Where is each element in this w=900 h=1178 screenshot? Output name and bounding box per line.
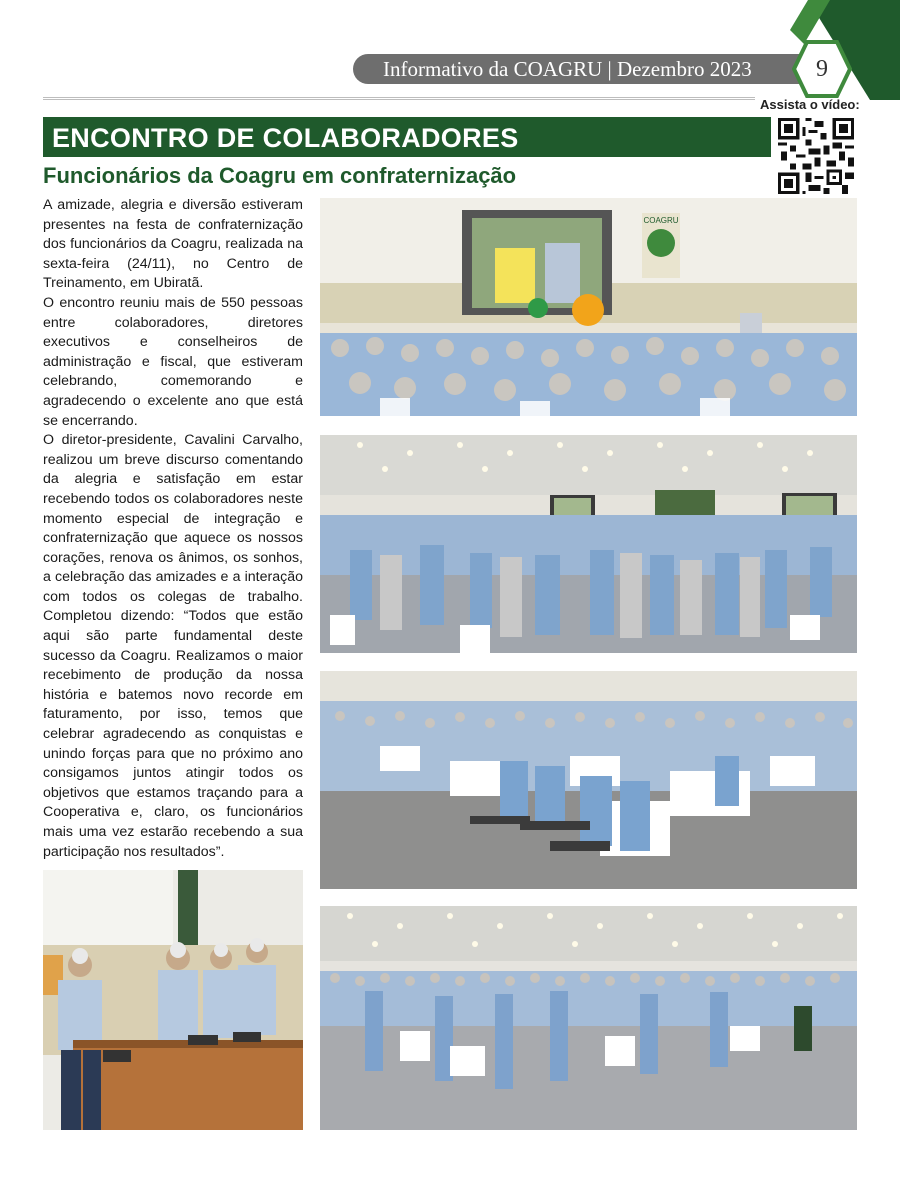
article-paragraph: O diretor-presidente, Cavalini Carvalho, realizou um breve discurso comentando da alegria e satisfação em estar recebendo todos os colaboradores neste momento especial de integração e confraternização que aquece os nossos corações, renova os ânimos, os sonhos, a celebração das amizades e a interação com todos os colegas de trabalho. Completou dizendo: “Todos que estão aqui são parte fundamental deste sucesso da Coagru. Realizamos o maior recebimento de produção da nossa história e batemos novo recorde em faturamento, por isso, temos que celebrar agradecendo as conquistas e unindo forças para que no próximo ano consigamos juntos atingir todos os objetivos que estamos traçando para a Cooperativa e, claro, os funcionários mais uma vez estarão recebendo a sua participação nos resultados”. [43,432,303,860]
photo-standing-crowd [320,435,857,653]
photo-stage-audience [320,198,857,416]
photo-seated-tables [320,671,857,889]
page-number: 9 [816,56,828,82]
video-label: Assista o vídeo: [760,97,860,112]
article-body [43,196,303,862]
section-title: ENCONTRO DE COLABORADORES [52,123,519,153]
stage-sign: COAGRU [643,216,679,225]
qr-code-icon[interactable] [778,118,854,194]
photo-board-speech [43,870,303,1130]
article-paragraph: A amizade, alegria e diversão estiveram presentes na festa de confraternização dos funcionários da Coagru, realizada na sexta-feira (24/11), no Centro de Treinamento, em Ubiratã. [43,197,303,292]
newsletter-title: Informativo da COAGRU | Dezembro 2023 [353,54,823,84]
article-subtitle: Funcionários da Coagru em confraternização [43,163,517,188]
article-paragraph: O encontro reuniu mais de 550 pessoas entre colaboradores, diretores executivos e conselheiros de administração e fiscal, que estiveram celebrando, comemorando e agradecendo o excelente ano que está se encerrando. [43,294,303,429]
photo-wide-crowd [320,906,857,1130]
header-divider [43,97,755,100]
